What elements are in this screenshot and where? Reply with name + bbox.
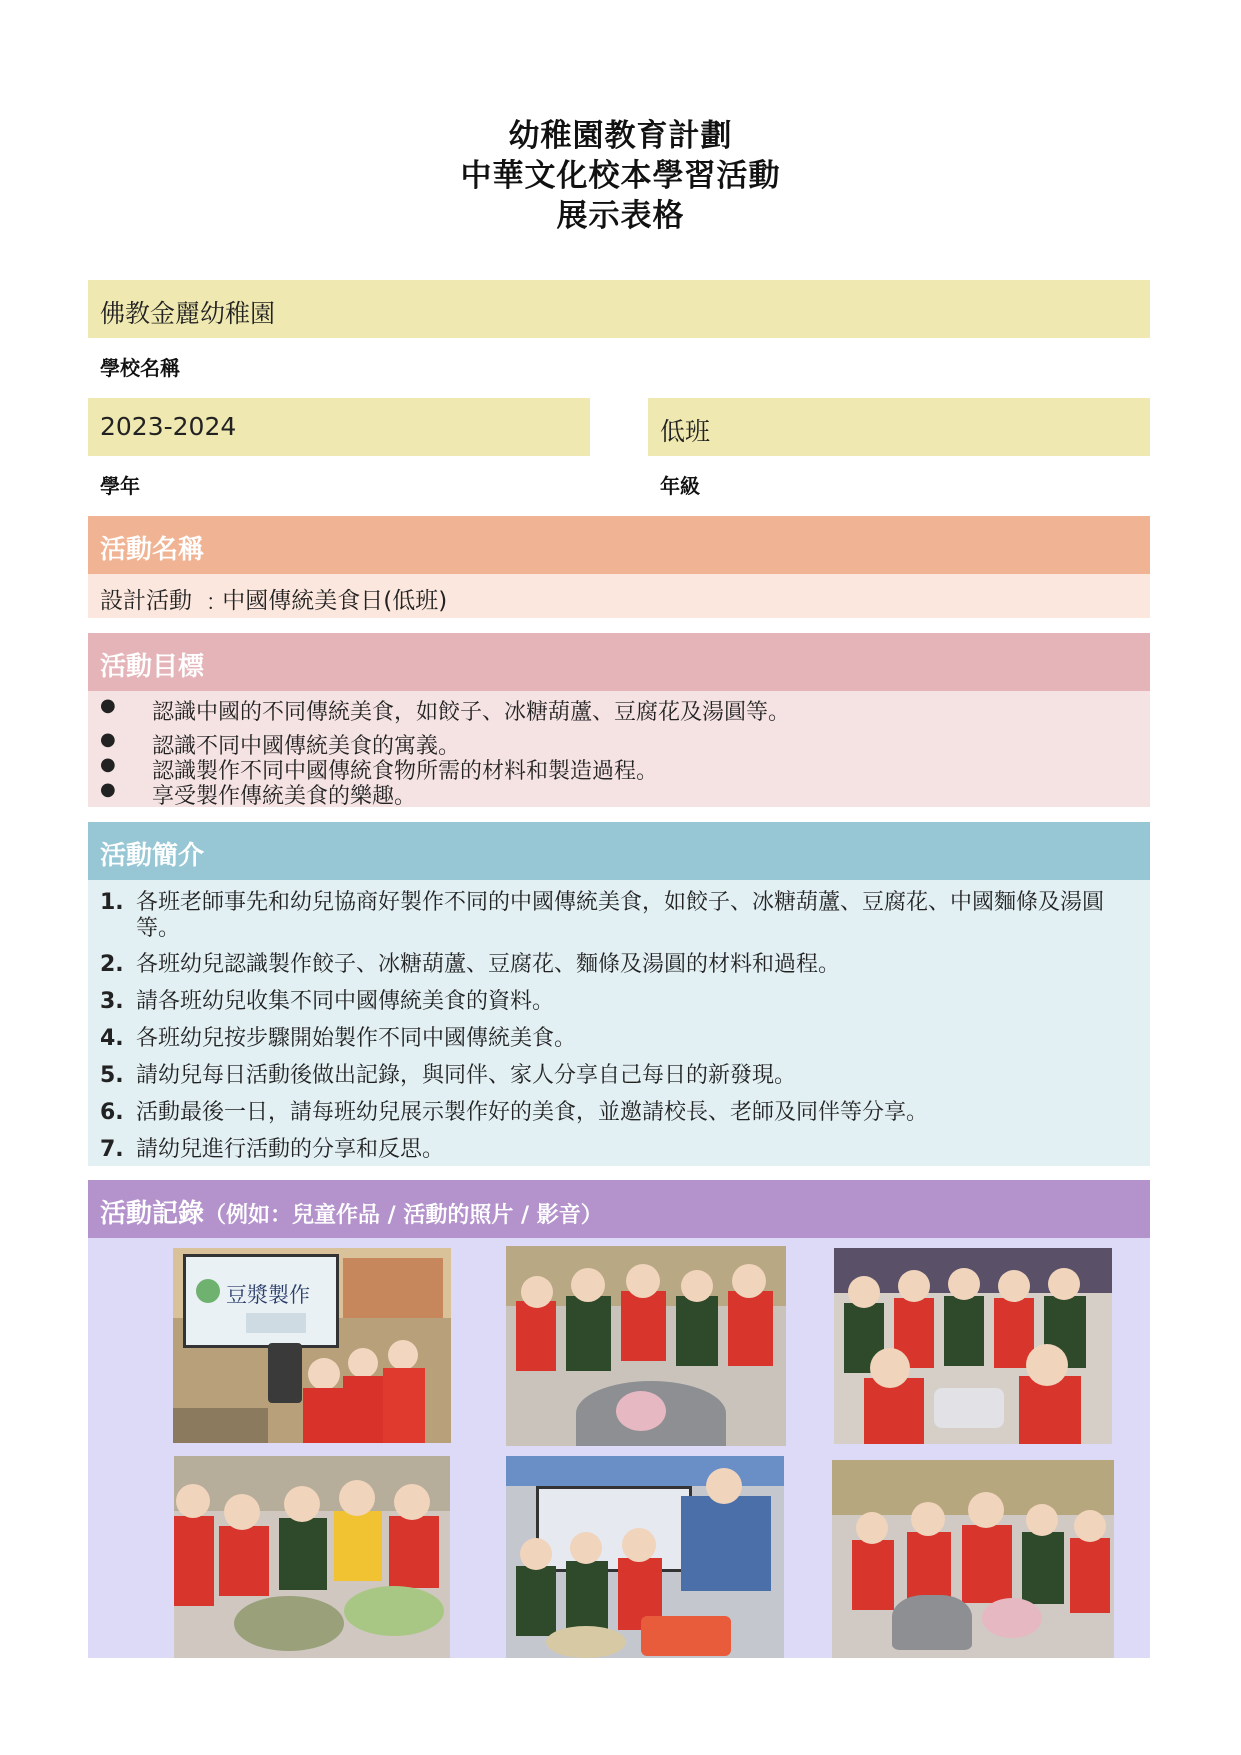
list-item: 7. 請幼兒進行活動的分享和反思。 [100,1137,445,1162]
activity-photo [832,1460,1114,1658]
summary-heading-bar [88,822,1150,880]
slide-title: 豆漿製作 [226,1283,310,1307]
activity-name-body [88,574,1150,618]
school-year-value: 2023-2024 [100,412,237,441]
bullet-icon: ● [100,754,116,775]
records-heading: 活動記錄（例如：兒童作品 / 活動的照片 / 影音） [100,1199,603,1229]
school-name-field [88,280,1150,338]
page-title-line-3: 展示表格 [556,198,685,234]
bullet-icon: ● [100,779,116,800]
list-item: 5. 請幼兒每日活動後做出記錄，與同伴、家人分享自己每日的新發現。 [100,1063,797,1088]
school-year-label: 學年 [100,474,140,498]
grade-field [648,398,1150,456]
list-item: 4. 各班幼兒按步驟開始製作不同中國傳統美食。 [100,1026,577,1051]
grade-label: 年級 [660,474,700,498]
school-name-value: 佛教金麗幼稚園 [100,299,276,328]
objectives-heading-bar [88,633,1150,691]
list-item: 1. 各班老師事先和幼兒協商好製作不同的中國傳統美食，如餃子、冰糖葫蘆、豆腐花、中國麵條及湯圓等。 [100,890,1105,941]
summary-body [88,880,1150,1166]
summary-heading: 活動簡介 [100,841,205,871]
page-title-line-1: 幼稚園教育計劃 [508,118,733,154]
list-item: 6. 活動最後一日，請每班幼兒展示製作好的美食，並邀請校長、老師及同伴等分享。 [100,1100,929,1125]
activity-name-heading-bar [88,516,1150,574]
activity-name-value: 設計活動 ﹕中國傳統美食日(低班) [100,588,448,614]
activity-photo [506,1456,784,1658]
activity-name-heading: 活動名稱 [100,535,205,565]
grade-value: 低班 [660,417,711,446]
activity-photo [173,1248,451,1443]
list-item: 2. 各班幼兒認識製作餃子、冰糖葫蘆、豆腐花、麵條及湯圓的材料和過程。 [100,952,841,977]
objectives-body: ● 認識中國的不同傳統美食，如餃子、冰糖葫蘆、豆腐花及湯圓等。 ● 認識不同中國傳統美食的寓義。 ● 認識製作不同中國傳統食物所需的材料和製造過程。 ● 享受製作傳統美食的樂趣。 [88,691,1150,807]
activity-photo [506,1246,786,1446]
page-title-line-2: 中華文化校本學習活動 [460,158,781,194]
objectives-heading: 活動目標 [100,652,205,682]
records-body [88,1238,1150,1658]
activity-photo [174,1456,450,1658]
list-item: 3. 請各班幼兒收集不同中國傳統美食的資料。 [100,989,555,1014]
school-year-field [88,398,590,456]
bullet-icon: ● [100,695,116,716]
activity-photo [834,1248,1112,1444]
records-heading-bar [88,1180,1150,1238]
school-name-label: 學校名稱 [100,356,180,380]
records-heading-note: （例如：兒童作品 / 活動的照片 / 影音） [204,1203,603,1228]
slide-screen [183,1254,339,1348]
bullet-icon: ● [100,729,116,750]
